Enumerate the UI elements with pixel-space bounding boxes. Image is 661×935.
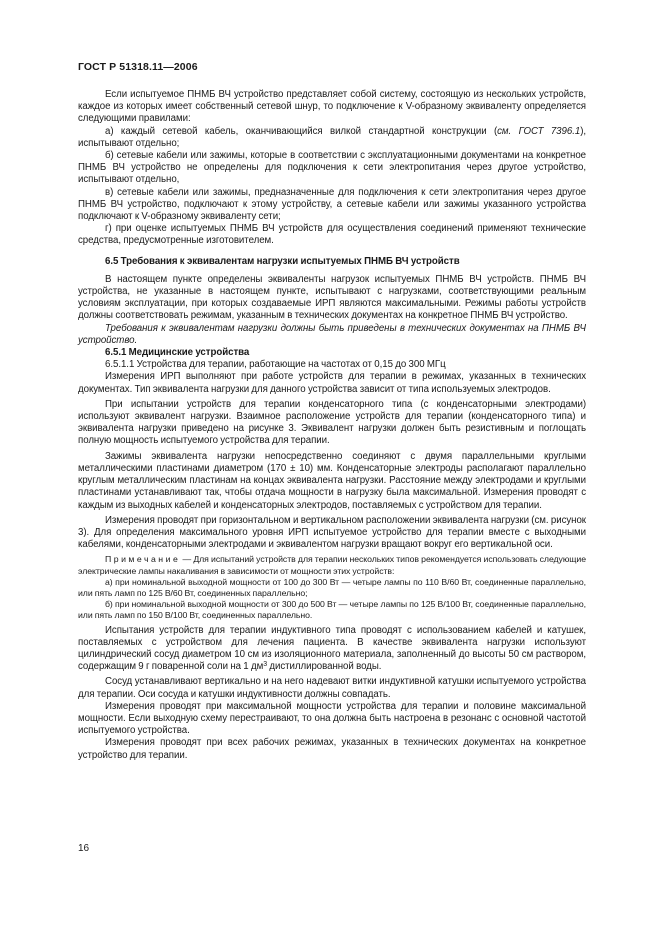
paragraph-list-d: г) при оценке испытуемых ПНМБ ВЧ устройств для осуществления соединений применяют технические средства, предусмотренные изготовителем. (78, 223, 586, 247)
paragraph-list-c: в) сетевые кабели или зажимы, предназначенные для подключения к сети электропитания через другое ПНМБ ВЧ устройство, подключают к этому устройству, а сетевые кабели или зажимы указанного устройства подключают к V-образному эквиваленту сети; (78, 186, 586, 223)
paragraph: Измерения проводят при всех рабочих режимах, указанных в технических документах на конкретное устройство для терапии. (78, 737, 586, 761)
reference: см. ГОСТ 7396.1 (497, 125, 581, 137)
section-heading-6-5: 6.5 Требования к эквивалентам нагрузки испытуемых ПНМБ ВЧ устройств (105, 255, 460, 267)
paragraph: Измерения проводят при максимальной мощности устройства для терапии и половине максимальной мощности. Если выходную схему перестраивают, то она должна быть настроена в резонанс с основной частотой испытуемого устройства. (78, 700, 586, 737)
clause-title: 6.5.1.1 Устройства для терапии, работающие на частотах от 0,15 до 300 МГц (105, 359, 446, 371)
paragraph: При испытании устройств для терапии конденсаторного типа (с конденсаторными электродами) используют эквивалент нагрузки. Взаимное расположение устройств для терапии (конденсаторного типа) и эквивалента нагрузки приведено на рисунке 3. Эквивалент нагрузки должен быть резистивным и поглощать полную мощность испытуемого устройства для терапии. (78, 398, 586, 447)
paragraph-list-b: б) сетевые кабели или зажимы, которые в соответствии с эксплуатационными документами на конкретное ПНМБ ВЧ устройство не определены для подключения к сети электропитания через другое устройство, испытывают отдельно, (78, 150, 586, 186)
paragraph: Сосуд устанавливают вертикально и на него надевают витки индуктивной катушки испытуемого устройства для терапии. Оси сосуда и катушки индуктивности должны совпадать. (78, 676, 586, 700)
note-text: — Для испытаний устройств для терапии нескольких типов рекомендуется использовать следующие электрические лампы накаливания в зависимости от мощности этих устройств: (78, 554, 586, 576)
text-run: дистиллированной воды. (267, 661, 382, 673)
paragraph-list-a (78, 126, 586, 150)
paragraph: Если испытуемое ПНМБ ВЧ устройство представляет собой систему, состоящую из нескольких устройств, каждое из которых имеет собственный сетевой шнур, то подключение к V-образному эквиваленту определяется следующими правилами: (78, 89, 586, 125)
note (78, 554, 586, 576)
note-item-a: а) при номинальной выходной мощности от 100 до 300 Вт — четыре лампы по 110 В/60 Вт, соединенные параллельно, или пять ламп по 125 В/60 Вт, соединенных параллельно; (78, 576, 586, 598)
page-number: 16 (78, 843, 90, 854)
paragraph: В настоящем пункте определены эквиваленты нагрузок испытуемых ПНМБ ВЧ устройств. ПНМБ ВЧ устройства, не указанные в настоящем пункте, испытывают с нагрузками, соответствующими реальным условиям эксплуатации, при которых создаваемые ИРП являются максимальными. Режимы работы устройств должны соответствовать режимам, указанным в технических документах на конкретное ПНМБ ВЧ устройство. (78, 273, 586, 322)
text-run: ), испытывают отдельно; (78, 125, 587, 149)
subsection-heading-6-5-1: 6.5.1 Медицинские устройства (105, 347, 250, 359)
paragraph: Зажимы эквивалента нагрузки непосредственно соединяют с двумя параллельными круглыми металлическими пластинами диаметром (170 ± 10) мм. Конденсаторные электроды располагают параллельно круглым металлическим пластинам на концах эквивалента нагрузки. Расстояние между электродами и круглыми пластинами устанавливают так, чтобы отдача мощности в нагрузку была максимальной. Измерения проводят с каждым из выходных кабелей и конденсаторных электродов, поставляемых с устройством для терапии. (78, 450, 586, 511)
paragraph: Измерения ИРП выполняют при работе устройств для терапии в режимах, указанных в технических документах. Тип эквивалента нагрузки для данного устройства зависит от типа используемых электродов. (78, 371, 586, 395)
text-run: а) каждый сетевой кабель, оканчивающийся вилкой стандартной конструкции ( (105, 125, 498, 137)
paragraph-italic: Требования к эквивалентам нагрузки должны быть приведены в технических документах на ПНМБ ВЧ устройство. (78, 322, 586, 346)
text-run: Испытания устройств для терапии индуктивного типа проводят с использованием кабелей и катушек, поставляемых с устройством для лечения пациента. В качестве эквивалента нагрузки используют цилиндрический сосуд диаметром 10 см из изоляционного материала, заполненный до высоты 50 см раствором, содержащим 9 г поваренной соли на 1 дм (78, 624, 586, 673)
note-item-b: б) при номинальной выходной мощности от 300 до 500 Вт — четыре лампы по 125 В/100 Вт, соединенные параллельно, или пять ламп по 150 В/100 Вт, соединенных параллельно. (78, 599, 586, 621)
standard-header: ГОСТ Р 51318.11—2006 (78, 61, 198, 73)
paragraph (78, 625, 586, 674)
paragraph: Измерения проводят при горизонтальном и вертикальном расположении эквивалента нагрузки (см. рисунок 3). Для определения максимального уровня ИРП испытуемое устройство для терапии вместе с выходными кабелями, конденсаторными электродами и эквивалентом нагрузки вращают вокруг его вертикальной оси. (78, 514, 586, 551)
superscript: 3 (263, 661, 268, 669)
note-label: Примечание (105, 554, 181, 565)
document-body (78, 89, 586, 762)
